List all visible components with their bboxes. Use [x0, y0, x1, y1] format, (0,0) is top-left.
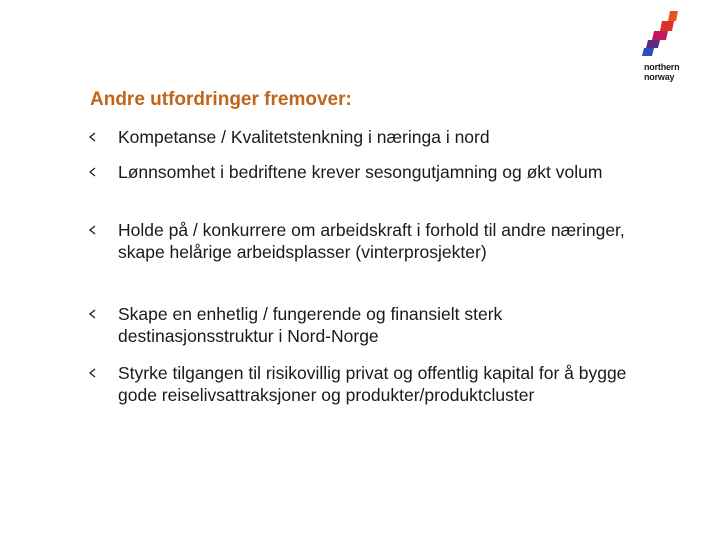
list-item	[88, 126, 490, 148]
list-item	[88, 362, 628, 406]
northern-norway-logo	[636, 8, 686, 84]
bullet-text: Styrke tilgangen til risikovillig privat og offentlig kapital for å bygge gode reiselivsattraksjoner og produkter/produktcluster	[118, 363, 627, 405]
bullet-arrow-icon	[88, 131, 98, 143]
bullet-text: Kompetanse / Kvalitetstenkning i næringa i nord	[118, 127, 490, 147]
logo-mark-icon	[636, 8, 686, 60]
logo-text-line1: northern	[644, 62, 680, 72]
bullet-arrow-icon	[88, 367, 98, 379]
list-item	[88, 219, 628, 263]
list-item	[88, 303, 628, 347]
bullet-arrow-icon	[88, 308, 98, 320]
bullet-text: Skape en enhetlig / fungerende og finansielt sterk destinasjonsstruktur i Nord-Norge	[118, 304, 503, 346]
logo-text-line2: norway	[644, 72, 675, 82]
slide-title: Andre utfordringer fremover:	[90, 89, 352, 110]
logo-wordmark	[644, 62, 679, 82]
bullet-text: Holde på / konkurrere om arbeidskraft i forhold til andre næringer, skape helårige arbeidsplasser (vinterprosjekter)	[118, 220, 625, 262]
bullet-text: Lønnsomhet i bedriftene krever sesongutjamning og økt volum	[118, 162, 603, 182]
list-item	[88, 161, 602, 183]
bullet-arrow-icon	[88, 166, 98, 178]
bullet-arrow-icon	[88, 224, 98, 236]
